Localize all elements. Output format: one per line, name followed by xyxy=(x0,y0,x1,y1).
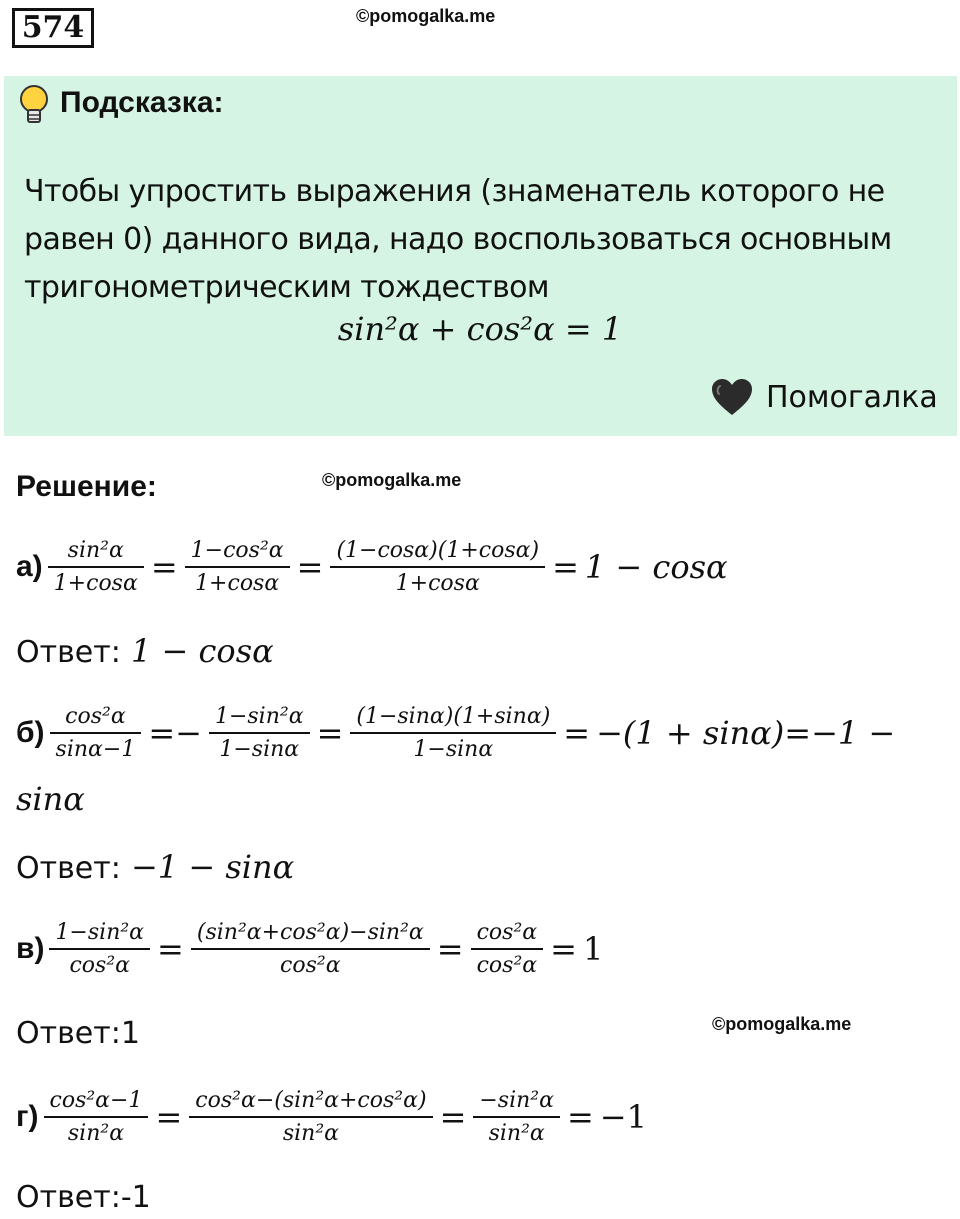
answer-value: 1 − cosα xyxy=(120,632,274,670)
fraction xyxy=(188,538,287,596)
equals-sign: =− xyxy=(148,714,202,752)
denominator: sin²α xyxy=(189,1116,432,1146)
numerator: −sin²α xyxy=(479,1088,554,1113)
denominator: cos²α xyxy=(49,948,150,978)
denominator: sin²α xyxy=(473,1116,560,1146)
numerator: sin²α xyxy=(67,538,124,563)
equals-sign: = xyxy=(566,1098,594,1136)
solution-part-v xyxy=(16,920,603,978)
numerator: 1−cos²α xyxy=(190,538,284,563)
equals-sign: = xyxy=(150,548,178,586)
equals-sign: = xyxy=(563,714,591,752)
watermark: ©pomogalka.me xyxy=(712,1014,852,1034)
result: 1 − cosα xyxy=(584,548,728,586)
result: −(1 + sinα)=−1 − xyxy=(596,714,896,752)
answer-g xyxy=(16,1180,151,1215)
fraction xyxy=(52,920,147,978)
denominator: 1+cosα xyxy=(330,566,545,596)
brand-name: Помогалка xyxy=(766,380,938,415)
problem-number: 574 xyxy=(12,8,94,48)
part-label: в) xyxy=(16,932,45,965)
numerator: 1−sin²α xyxy=(55,920,145,945)
equals-sign: = xyxy=(296,548,324,586)
solution-part-g xyxy=(16,1088,647,1146)
equals-sign: = xyxy=(436,930,464,968)
denominator: cos²α xyxy=(471,948,544,978)
equals-sign: = xyxy=(439,1098,467,1136)
answer-value: -1 xyxy=(120,1180,151,1215)
part-label: а) xyxy=(16,550,43,583)
equals-sign: = xyxy=(155,1098,183,1136)
answer-value: −1 − sinα xyxy=(120,848,295,886)
result: 1 xyxy=(582,930,604,968)
denominator: 1+cosα xyxy=(185,566,290,596)
part-label: б) xyxy=(16,716,45,749)
denominator: sin²α xyxy=(44,1116,149,1146)
fraction xyxy=(212,704,307,762)
equals-sign: = xyxy=(157,930,184,968)
answer-value: 1 xyxy=(120,1016,140,1051)
fraction xyxy=(192,1088,429,1146)
answer-label: Ответ: xyxy=(16,635,121,670)
solution-title: Решение: xyxy=(16,470,157,503)
answer-label: Ответ: xyxy=(16,851,121,886)
equals-sign: = xyxy=(550,930,577,968)
denominator: 1+cosα xyxy=(48,566,144,596)
numerator: cos²α−(sin²α+cos²α) xyxy=(195,1088,427,1113)
solution-part-a xyxy=(16,538,728,596)
numerator: 1−sin²α xyxy=(214,704,304,729)
part-label: г) xyxy=(16,1100,39,1133)
numerator: (1−cosα)(1+cosα) xyxy=(336,538,540,563)
equals-sign: = xyxy=(316,714,344,752)
denominator: sinα−1 xyxy=(50,732,142,762)
numerator: cos²α xyxy=(476,920,538,945)
result: −1 xyxy=(599,1098,647,1136)
hint-text: Чтобы упростить выражения (знаменатель которого не равен 0) данного вида, надо воспользоваться основным тригонометрическим тождеством xyxy=(24,174,892,305)
denominator: 1−sinα xyxy=(209,732,310,762)
hint-title: Подсказка: xyxy=(60,86,224,119)
numerator: cos²α xyxy=(65,704,126,729)
fraction xyxy=(47,1088,146,1146)
watermark: ©pomogalka.me xyxy=(322,470,462,490)
fraction xyxy=(353,704,553,762)
fraction xyxy=(474,920,541,978)
fraction xyxy=(333,538,542,596)
fraction xyxy=(53,704,139,762)
denominator: cos²α xyxy=(191,948,430,978)
watermark: ©pomogalka.me xyxy=(356,6,496,26)
answer-v xyxy=(16,1016,140,1051)
fraction xyxy=(476,1088,557,1146)
fraction xyxy=(194,920,427,978)
lightbulb-icon xyxy=(18,84,50,128)
heart-icon xyxy=(710,378,754,418)
answer-b xyxy=(16,848,294,886)
equals-sign: = xyxy=(552,548,579,586)
solution-part-b xyxy=(16,704,895,762)
identity-formula: sin²α + cos²α = 1 xyxy=(337,310,623,348)
denominator: 1−sinα xyxy=(350,732,556,762)
fraction xyxy=(51,538,141,596)
answer-a xyxy=(16,632,274,670)
numerator: (sin²α+cos²α)−sin²α xyxy=(196,920,424,945)
numerator: (1−sinα)(1+sinα) xyxy=(356,704,551,729)
answer-label: Ответ: xyxy=(16,1016,121,1051)
answer-label: Ответ: xyxy=(16,1180,121,1215)
result-continuation: sinα xyxy=(16,780,85,818)
numerator: cos²α−1 xyxy=(49,1088,143,1113)
